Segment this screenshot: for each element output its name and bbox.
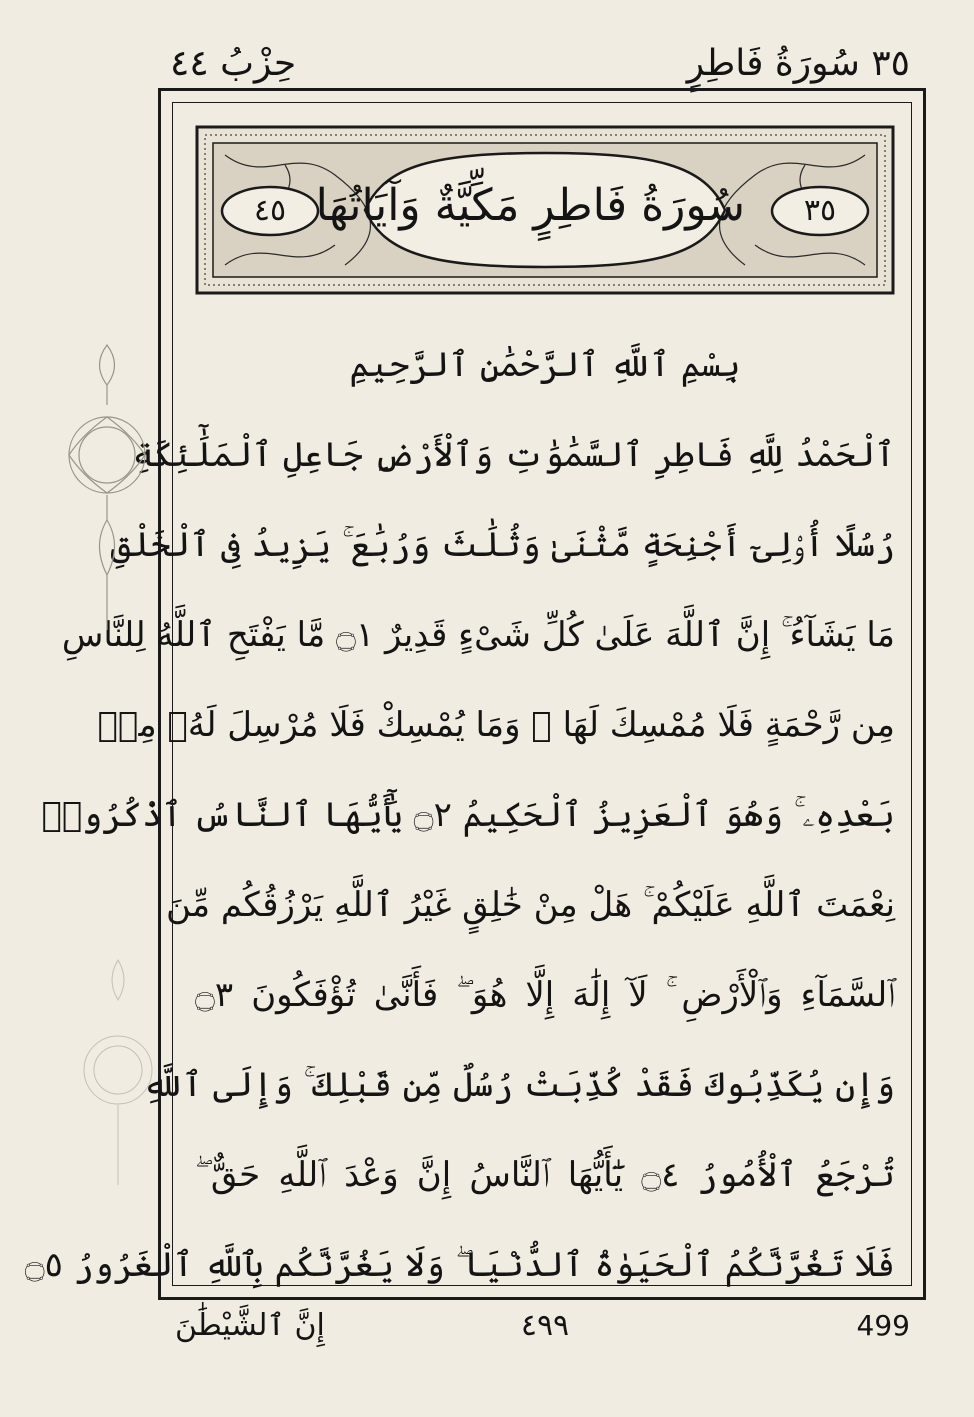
text-line: تُرْجَعُ ٱلْأُمُورُ ۝٤ يَٰٓأَيُّهَا ٱلنَّاسُ إِنَّ وَعْدَ ٱللَّهِ حَقٌّ ۖ xyxy=(195,1155,895,1195)
text-line: رُسُلًا أُو۟لِىٓ أَجْنِحَةٍ مَّثْنَىٰ وَثُلَٰثَ وَرُبَٰعَ ۚ يَزِيدُ فِى ٱلْخَلْقِ xyxy=(110,525,895,565)
text-line: نِعْمَتَ ٱللَّهِ عَلَيْكُمْ ۚ هَلْ مِنْ خَٰلِقٍ غَيْرُ ٱللَّهِ يَرْزُقُكُم مِّنَ xyxy=(165,885,895,925)
text-line: ٱلْحَمْدُ لِلَّهِ فَاطِرِ ٱلسَّمَٰوَٰتِ وَٱلْأَرْضِ جَاعِلِ ٱلْمَلَٰٓئِكَةِ xyxy=(132,435,895,475)
text-line: فَلَا تَغُرَّنَّكُمُ ٱلْحَيَوٰةُ ٱلدُّنْيَا ۖ وَلَا يَغُرَّنَّكُم بِٱللَّهِ ٱلْغَرُورُ ۝٥ xyxy=(24,1245,895,1285)
text-line: ٱلسَّمَآءِ وَٱلْأَرْضِ ۚ لَآ إِلَٰهَ إِلَّا هُوَ ۖ فَأَنَّىٰ تُؤْفَكُونَ ۝٣ xyxy=(195,975,895,1015)
text-line: مَا يَشَآءُ ۚ إِنَّ ٱللَّهَ عَلَىٰ كُلِّ شَىْءٍ قَدِيرٌ ۝١ مَّا يَفْتَحِ ٱللَّهُ لِلنَّاسِ xyxy=(61,615,895,655)
basmala-line: بِسْمِ ٱللَّهِ ٱلرَّحْمَٰنِ ٱلرَّحِيمِ xyxy=(349,345,741,385)
page-number-latin: 499 xyxy=(856,1309,910,1342)
header-hizb: حِزْبُ ٤٤ xyxy=(170,43,297,84)
margin-ornament-faint xyxy=(78,960,158,1190)
hizb-marker-ornament xyxy=(62,345,152,635)
page-footer xyxy=(175,1300,910,1352)
page-header xyxy=(170,40,910,88)
page-number: ٤٩٩ xyxy=(520,1308,570,1343)
surah-title: سُورَةُ فَاطِرٍ مَكِّيَّةٌ وَآيَاتُهَا xyxy=(315,180,745,231)
text-line: بَعْدِهِۦ ۚ وَهُوَ ٱلْعَزِيزُ ٱلْحَكِيمُ ۝٢ يَٰٓأَيُّهَا ٱلنَّاسُ ٱذْكُرُوا۟ xyxy=(41,795,895,835)
text-line: مِن رَّحْمَةٍ فَلَا مُمْسِكَ لَهَا ۖ وَمَا يُمْسِكْ فَلَا مُرْسِلَ لَهُۥ مِنۢ xyxy=(97,705,895,745)
quran-text xyxy=(24,320,895,1310)
catchword: إِنَّ ٱلشَّيْطَٰنَ xyxy=(175,1308,325,1343)
ayah-count: ٤٥ xyxy=(253,193,287,228)
header-surah-name: ٣٥ سُورَةُ فَاطِرٍ xyxy=(686,43,910,84)
surah-number: ٣٥ xyxy=(803,193,837,228)
text-line: وَإِن يُكَذِّبُوكَ فَقَدْ كُذِّبَتْ رُسُلٌ مِّن قَبْلِكَ ۚ وَإِلَى ٱللَّهِ xyxy=(142,1065,895,1105)
surah-title-banner xyxy=(195,125,895,295)
